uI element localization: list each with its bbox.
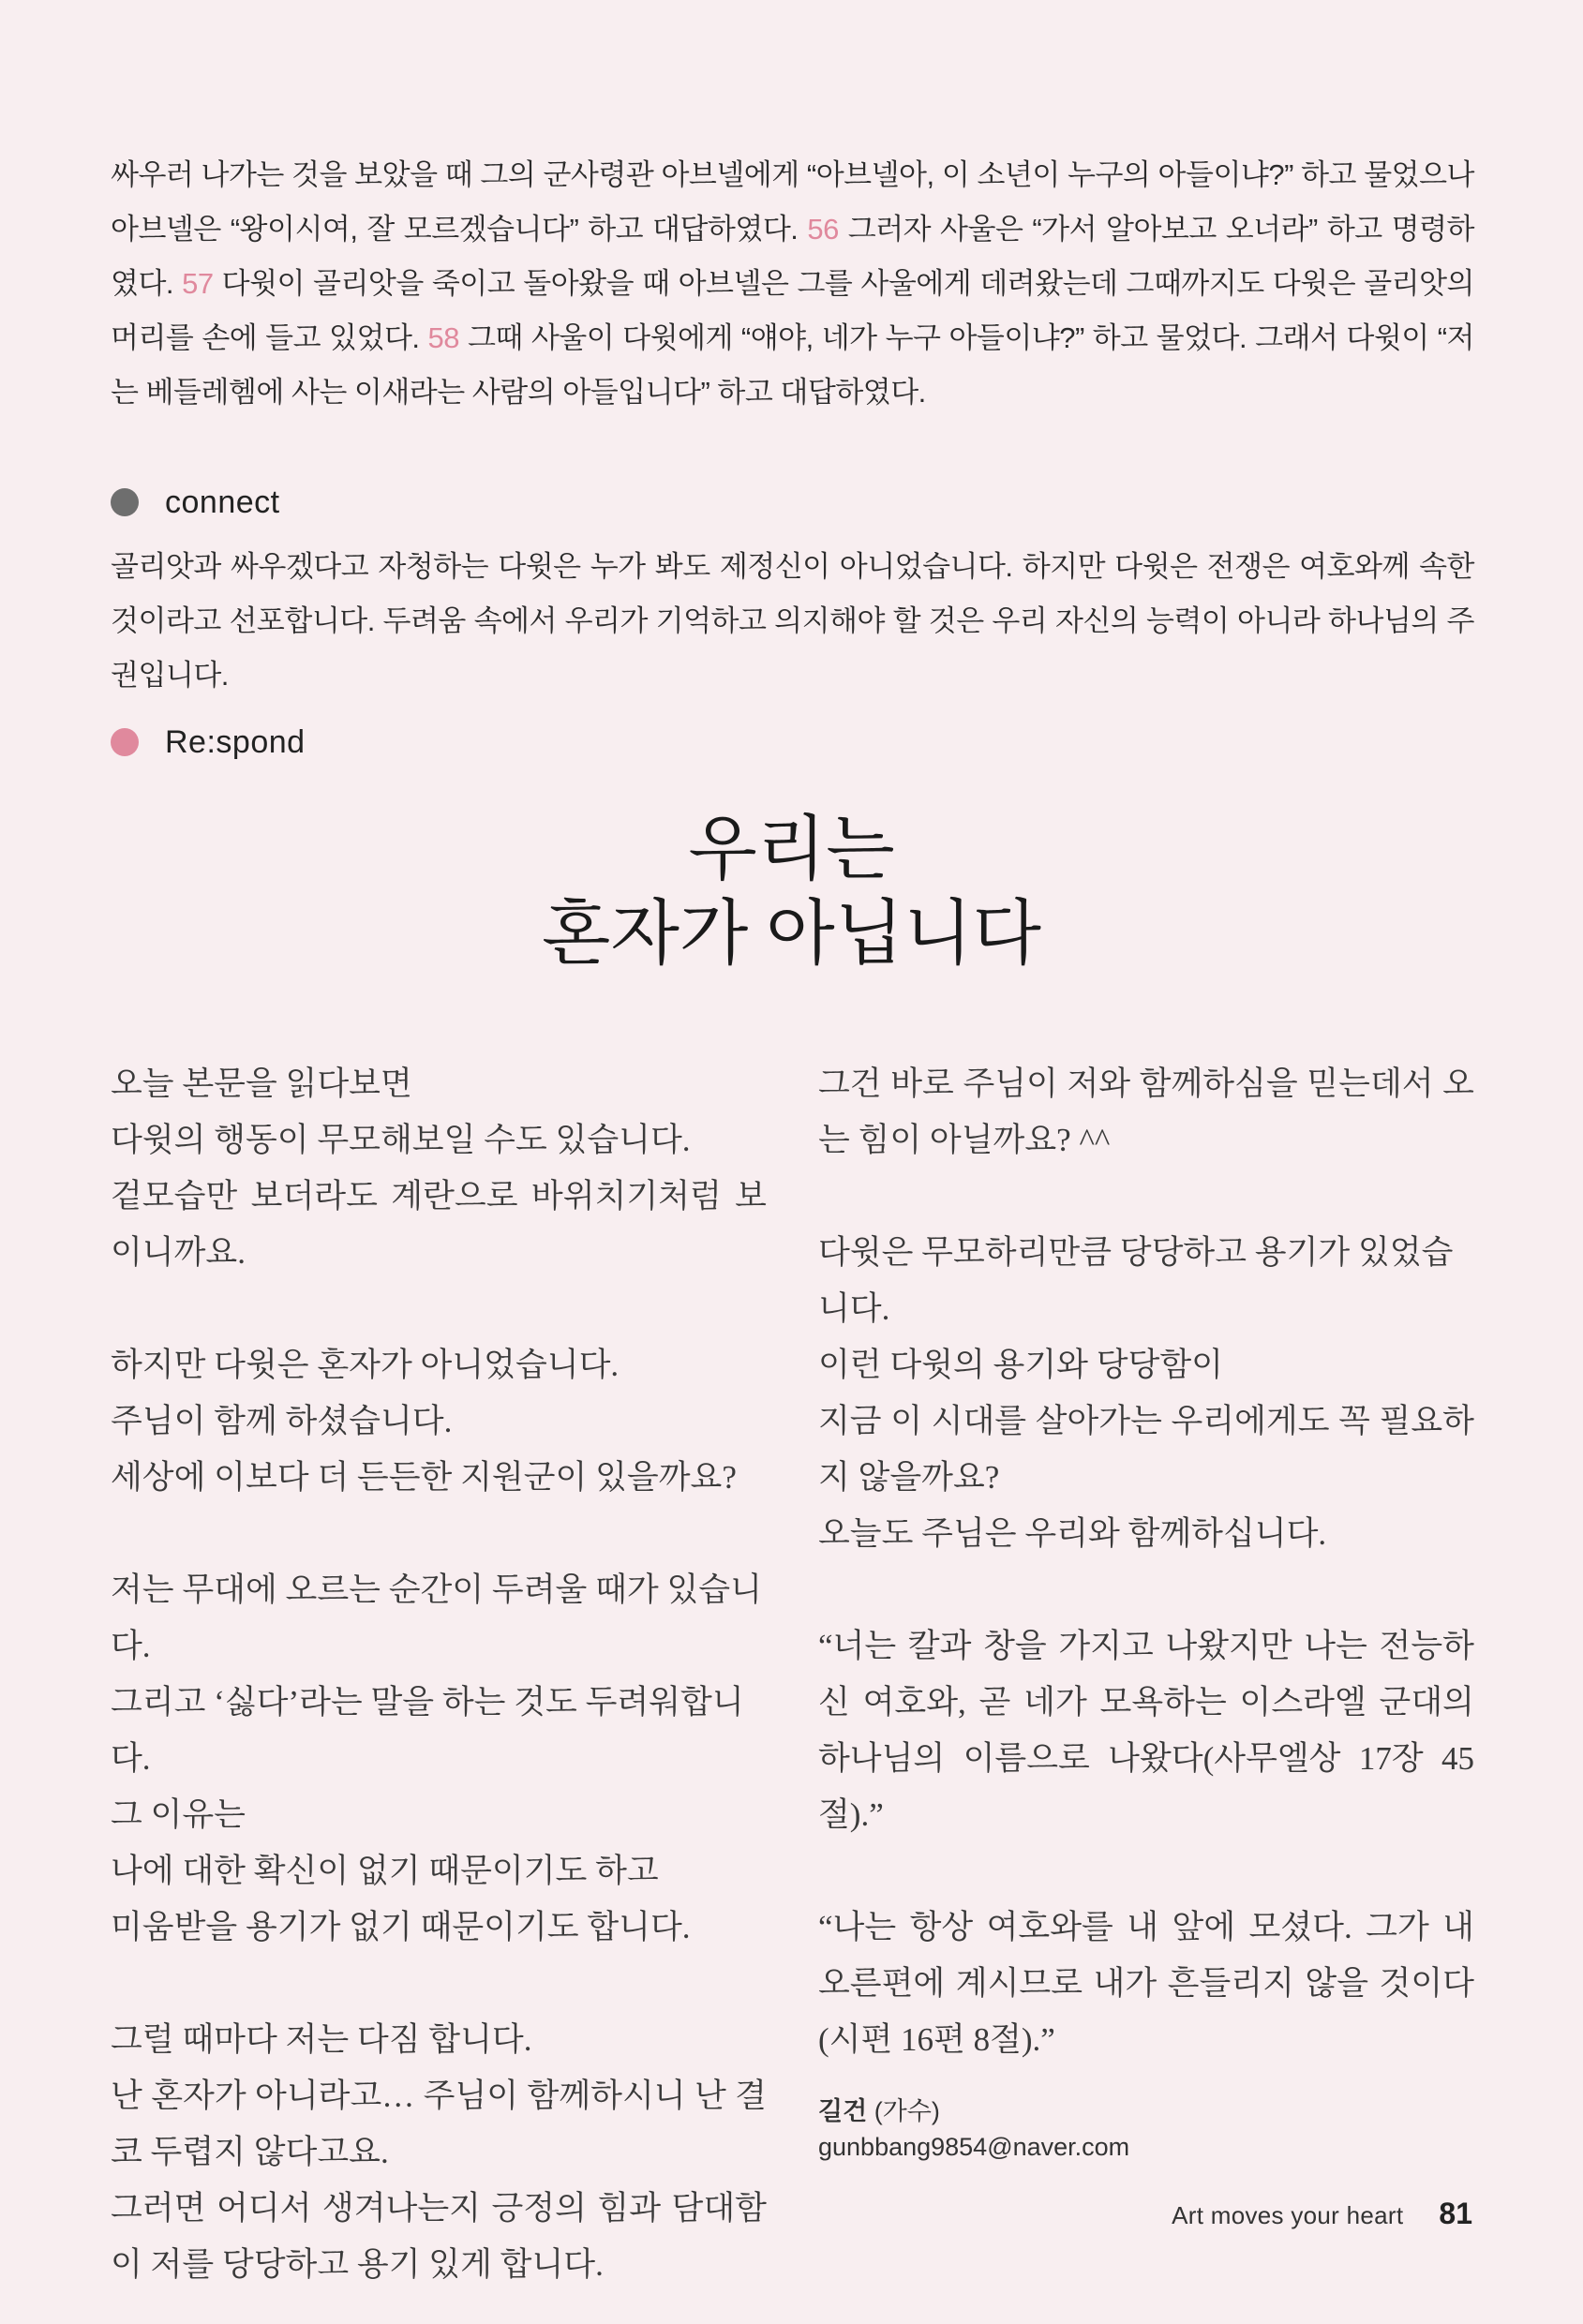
scripture-text: 싸우러 나가는 것을 보았을 때 그의 군사령관 아브넬에게 “아브넬아, 이 소년이 누구의 아들이냐?” 하고 물었으나 아브넬은 “왕이시여, 잘 모르겠습니다” 하고 대답하였다. (111, 158, 1474, 246)
essay-right-column (818, 1056, 1474, 2068)
essay-line: 난 혼자가 아니라고… 주님이 함께하시니 난 결코 두렵지 않다고요. (111, 2078, 767, 2170)
essay-line: 세상에 이보다 더 든든한 지원군이 있을까요? (111, 1459, 737, 1496)
section-label: connect (165, 484, 280, 520)
bible-quote: “나는 항상 여호와를 내 앞에 모셨다. 그가 내 오른편에 계시므로 내가 흔들리지 않을 것이다(시편 16편 8절).” (818, 1909, 1474, 2058)
essay-line: 저는 무대에 오르는 순간이 두려울 때가 있습니다. (111, 1572, 762, 1664)
essay-line: 지금 이 시대를 살아가는 우리에게도 꼭 필요하지 않을까요? (818, 1403, 1474, 1496)
essay-line: 그럴 때마다 저는 다짐 합니다. (111, 2021, 532, 2058)
scripture-text: 그때 사울이 다윗에게 “얘야, 네가 누구 아들이냐?” 하고 물었다. 그래서 다윗이 “저는 베들레헴에 사는 이새라는 사람의 아들입니다” 하고 대답하였다. (111, 321, 1474, 409)
verse-number: 58 (427, 321, 459, 354)
title-line: 혼자가 아닙니다 (542, 895, 1041, 974)
scripture-text: 그러자 사울은 “가서 알아보고 오너라” 하고 명령하였다. (111, 213, 1474, 300)
scripture-text: 다윗이 골리앗을 죽이고 돌아왔을 때 아브넬은 그를 사울에게 데려왔는데 그때까지도 다윗은 골리앗의 머리를 손에 들고 있었다. (111, 267, 1474, 354)
bullet-dot-icon (111, 728, 139, 756)
page-number: 81 (1439, 2197, 1472, 2230)
essay-line: 겉모습만 보더라도 계란으로 바위치기처럼 보이니까요. (111, 1178, 767, 1271)
connect-heading (111, 482, 280, 523)
bullet-dot-icon (111, 488, 139, 516)
bible-quote: “너는 칼과 창을 가지고 나왔지만 나는 전능하신 여호와, 곧 네가 모욕하는 이스라엘 군대의 하나님의 이름으로 나왔다(사무엘상 17장 45절).” (818, 1628, 1474, 1833)
author-role: (가수) (874, 2097, 940, 2125)
verse-number: 56 (807, 213, 839, 246)
essay-line: 하지만 다윗은 혼자가 아니었습니다. (111, 1347, 620, 1383)
section-label: Re:spond (165, 723, 306, 760)
respond-heading (111, 722, 306, 763)
verse-number: 57 (182, 267, 214, 300)
title-line: 우리는 (688, 811, 895, 889)
connect-text: 골리앗과 싸우겠다고 자청하는 다윗은 누가 봐도 제정신이 아니었습니다. 하지만 다윗은 전쟁은 여호와께 속한 것이라고 선포합니다. 두려움 속에서 우리가 기억하고 의지해야 할 것은 우리 자신의 능력이 아니라 하나님의 주권입니다. (111, 550, 1474, 692)
essay-title (0, 808, 1583, 976)
essay-line: 오늘도 주님은 우리와 함께하십니다. (818, 1515, 1327, 1552)
essay-line: 다윗의 행동이 무모해보일 수도 있습니다. (111, 1122, 691, 1158)
essay-line: 그건 바로 주님이 저와 함께하심을 믿는데서 오는 힘이 아닐까요? ^^ (818, 1065, 1474, 1158)
author-info (818, 2093, 1129, 2165)
essay-line: 미움받을 용기가 없기 때문이기도 합니다. (111, 1909, 691, 1945)
author-email[interactable]: gunbbang9854@naver.com (818, 2133, 1130, 2161)
essay-line: 오늘 본문을 읽다보면 (111, 1065, 412, 1102)
essay-line: 이런 다윗의 용기와 당당함이 (818, 1347, 1223, 1383)
essay-line: 그러면 어디서 생겨나는지 긍정의 힘과 담대함이 저를 당당하고 용기 있게 합니다. (111, 2190, 767, 2283)
scripture-passage (111, 148, 1474, 420)
essay-line: 그 이유는 (111, 1796, 246, 1833)
essay-line: 주님이 함께 하셨습니다. (111, 1403, 453, 1439)
essay-line: 나에 대한 확신이 없기 때문이기도 하고 (111, 1853, 659, 1889)
essay-line: 다윗은 무모하리만큼 당당하고 용기가 있었습니다. (818, 1234, 1454, 1327)
essay-left-column (111, 1056, 767, 2293)
author-name: 길건 (818, 2097, 868, 2125)
footer-tagline: Art moves your heart (1172, 2201, 1404, 2229)
page-footer (1172, 2197, 1472, 2231)
essay-line: 그리고 ‘싫다’라는 말을 하는 것도 두려워합니다. (111, 1684, 744, 1777)
